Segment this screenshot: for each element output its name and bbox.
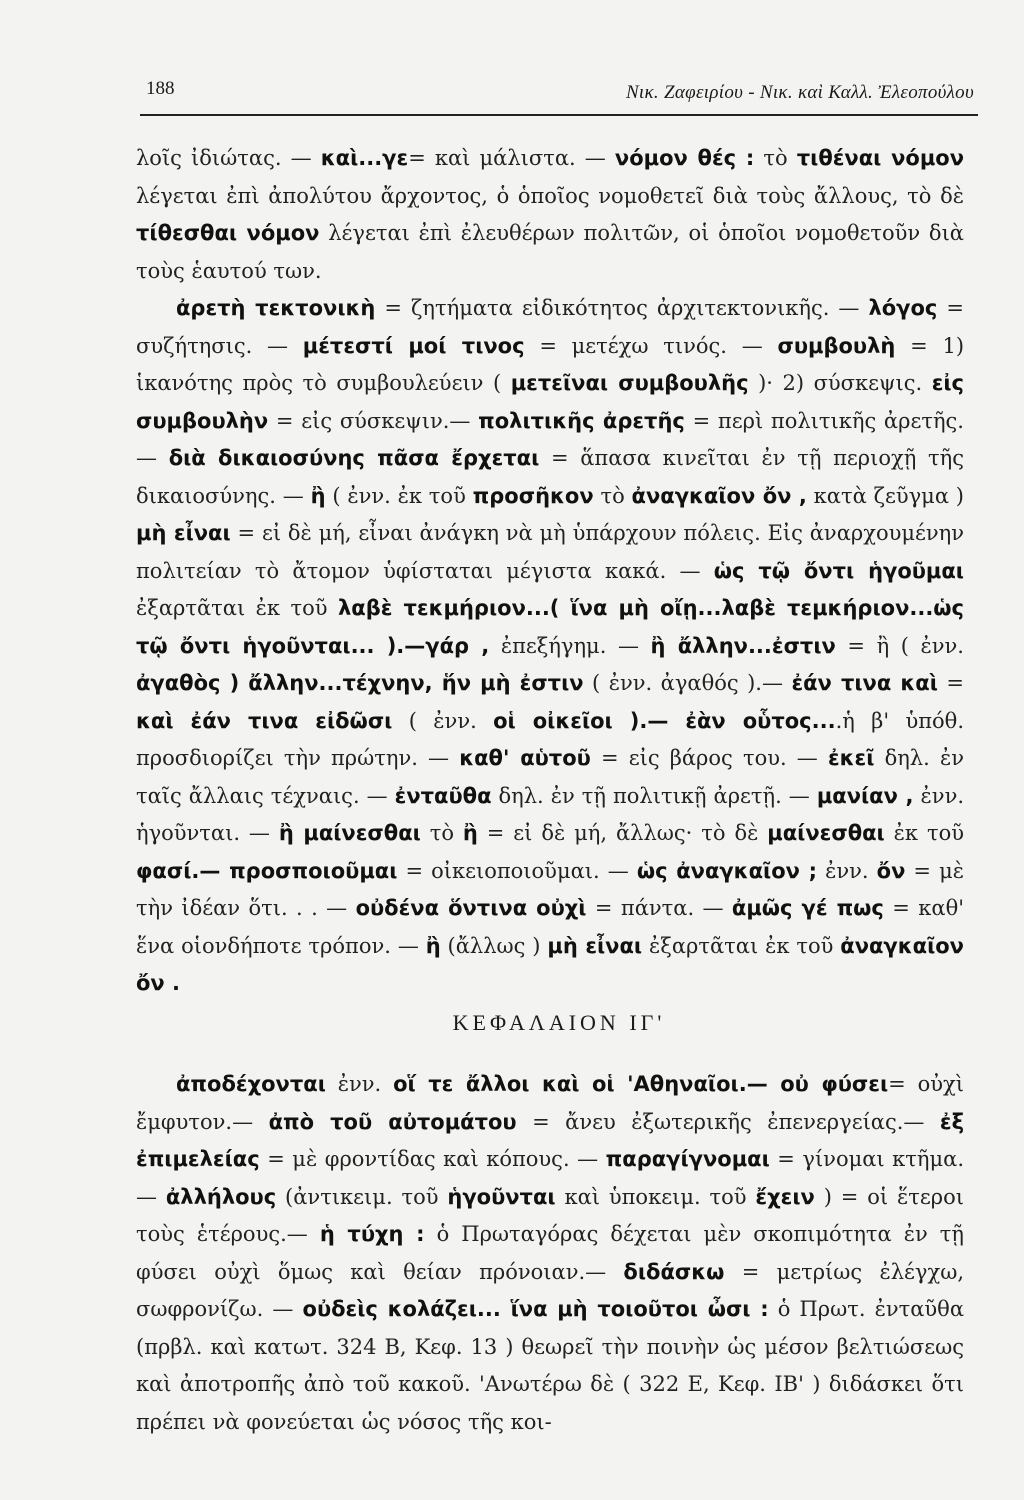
gloss-text: καὶ ὑποκειμ. τοῦ: [555, 1184, 756, 1209]
lemma-term: συμβουλὴ: [777, 333, 896, 358]
lemma-term: μέτεστί μοί τινος: [302, 333, 525, 358]
paragraph: [136, 290, 964, 1003]
gloss-text: ) = οἱ ἕτεροι τοὺς ἑτέρους.—: [136, 1184, 964, 1246]
gloss-text: ἐνν.: [325, 1072, 394, 1096]
gloss-text: (ἀντικειμ. τοῦ: [276, 1184, 448, 1209]
gloss-text: = μετρίως ἐλέγχω, σωφρονίζω. —: [136, 1259, 964, 1321]
lemma-term: τίθεσθαι νόμον: [136, 221, 320, 245]
commentary-section-1: [136, 140, 964, 1003]
gloss-text: κατὰ ζεῦγμα ): [806, 483, 964, 508]
lemma-term: ἢ ἄλλην...ἐστιν: [650, 633, 836, 658]
gloss-text: = περὶ πολιτικῆς ἀρετῆς. —: [136, 408, 964, 470]
gloss-text: = μετέχω τινός. —: [524, 333, 778, 358]
lemma-term: οὐδεὶς κολάζει... ἵνα μὴ τοιοῦτοι ὦσι :: [302, 1297, 769, 1321]
gloss-text: ὁ Πρωτ. ἐνταῦθα (πρβλ. καὶ κατωτ. 324 Β, Κεφ. 13 ) θεωρεῖ τὴν ποινὴν ὡς μέσον βελτιώσεως καὶ ἀποτροπῆς ἀπὸ τοῦ κακοῦ. 'Ανωτέρω δὲ ( 322 Ε, Κεφ. ΙΒ' ) διδάσκει ὅτι πρέπει νὰ φονεύεται ὡς νόσος τῆς κοι-: [136, 1297, 965, 1434]
commentary-section-2: [136, 1066, 964, 1441]
lemma-term: μαίνεσθαι: [767, 821, 885, 845]
gloss-text: = εἰς βάρος του. —: [590, 746, 828, 770]
lemma-term: ὡς ἀναγκαῖον ;: [636, 858, 818, 883]
gloss-text: = καθ' ἕνα οἱονδήποτε τρόπον. —: [136, 896, 964, 958]
lemma-term: ἀμῶς γέ πως: [731, 896, 884, 920]
gloss-text: ( ἐνν. ἐκ τοῦ: [325, 483, 473, 508]
gloss-text: = πάντα. —: [586, 896, 732, 920]
gloss-text: ἐνν. ἡγοῦνται. —: [136, 783, 965, 845]
lemma-term: οἵ τε ἄλλοι καὶ οἱ 'Αθηναῖοι.— οὐ φύσει: [393, 1072, 889, 1096]
chapter-title: ΚΕΦΑΛΑΙΟΝ ΙΓ': [452, 1010, 666, 1035]
lemma-term: μανίαν ,: [816, 783, 914, 808]
lemma-term: μὴ εἶναι: [136, 521, 231, 545]
lemma-term: ἀναγκαῖον ὄν .: [136, 933, 964, 995]
gloss-text: δηλ. ἐν ταῖς ἄλλαις τέχναις. —: [136, 746, 964, 808]
running-head: Νικ. Ζαφειρίου - Νικ. καὶ Καλλ. Ἐλεοπούλου: [625, 82, 974, 103]
gloss-text: = συζήτησις. —: [136, 296, 964, 358]
lemma-term: ἐκεῖ: [827, 746, 875, 770]
lemma-term: παραγίγνομαι: [605, 1147, 770, 1171]
gloss-text: δηλ. ἐν τῇ πολιτικῇ ἀρετῇ. —: [491, 783, 817, 808]
lemma-term: ἀπὸ τοῦ αὐτομάτου: [268, 1109, 517, 1134]
lemma-term: οἱ οἰκεῖοι ).— ἐὰν οὗτος...: [493, 708, 836, 733]
lemma-term: ἔχειν: [755, 1184, 815, 1209]
lemma-term: εἰς συμβουλὴν: [136, 371, 965, 433]
lemma-term: μὴ εἶναι: [547, 933, 643, 958]
gloss-text: = ἅπασα κινεῖται ἐν τῇ περιοχῇ τῆς δικαιοσύνης. —: [136, 446, 964, 508]
gloss-text: =: [937, 671, 964, 695]
gloss-text: = μὲ φροντίδας καὶ κόπους. —: [259, 1147, 606, 1171]
gloss-text: = ἄνευ ἐξωτερικῆς ἐπενεργείας.—: [516, 1109, 940, 1134]
lemma-term: ἢ: [462, 821, 478, 845]
lemma-term: ὄν: [876, 858, 906, 883]
lemma-term: οὐδένα ὅντινα οὐχὶ: [355, 896, 587, 920]
lemma-term: ἐάν τινα καὶ: [791, 671, 938, 695]
gloss-text: = 1) ἱκανότης πρὸς τὸ συμβουλεύειν (: [136, 333, 965, 395]
lemma-term: ἀλλήλους: [165, 1184, 277, 1209]
lemma-term: ἀποδέχονται: [176, 1072, 326, 1096]
lemma-term: καὶ...γε: [320, 146, 409, 170]
lemma-term: ἐνταῦθα: [394, 783, 492, 808]
lemma-term: λαβὲ τεκμήριον...( ἵνα μὴ οἴῃ...λαβὲ τεμκήριον...ὡς τῷ ὄντι ἡγοῦνται... ).—γάρ ,: [136, 596, 965, 658]
gloss-text: .ἡ β' ὑπόθ. προσδιορίζει τὴν πρώτην. —: [136, 708, 964, 770]
gloss-text: = εἰ δὲ μή, ἄλλως· τὸ δὲ: [477, 821, 768, 845]
lemma-term: τιθέναι νόμον: [796, 146, 964, 170]
lemma-term: ὡς τῷ ὄντι ἡγοῦμαι: [713, 558, 964, 583]
gloss-text: = καὶ μάλιστα. —: [408, 146, 615, 170]
lemma-term: ἢ: [310, 483, 326, 508]
lemma-term: προσῆκον: [472, 483, 594, 508]
gloss-text: λοῖς ἰδιώτας. —: [136, 146, 321, 170]
lemma-term: διδάσκω: [623, 1259, 725, 1284]
lemma-term: ἀναγκαῖον ὄν ,: [631, 483, 807, 508]
gloss-text: )· 2) σύσκεψις.: [748, 371, 932, 395]
gloss-text: λέγεται ἐπὶ ἀπολύτου ἄρχοντος, ὁ ὁποῖος νομοθετεῖ διὰ τοὺς ἄλλους, τὸ δὲ: [136, 183, 964, 208]
lemma-term: ἐξ ἐπιμελείας: [136, 1109, 965, 1171]
gloss-text: = ἢ ( ἐνν.: [835, 633, 964, 658]
gloss-text: ( ἐνν.: [392, 708, 494, 733]
gloss-text: = ζητήματα εἰδικότητος ἀρχιτεκτονικῆς. —: [375, 296, 869, 320]
lemma-term: φασί.— προσποιοῦμαι: [136, 858, 398, 883]
lemma-term: ἡ τύχη :: [319, 1222, 425, 1246]
lemma-term: λόγος: [868, 296, 938, 320]
lemma-term: διὰ δικαιοσύνης πᾶσα ἔρχεται: [168, 446, 540, 470]
gloss-text: = οἰκειοποιοῦμαι. —: [397, 858, 637, 883]
gloss-text: ἐξαρτᾶται ἐκ τοῦ: [642, 933, 841, 958]
gloss-text: ( ἐνν. ἀγαθός ).—: [583, 671, 792, 695]
gloss-text: τὸ: [420, 821, 463, 845]
lemma-term: ἢ: [425, 933, 441, 958]
gloss-text: = εἰς σύσκεψιν.—: [268, 408, 479, 433]
gloss-text: = γίνομαι κτῆμα. —: [136, 1147, 964, 1209]
gloss-text: = οὐχὶ ἔμφυτον.—: [136, 1072, 965, 1134]
gloss-text: ἐνν.: [817, 858, 877, 883]
gloss-text: τὸ: [593, 483, 632, 508]
lemma-term: καθ' αὑτοῦ: [459, 746, 591, 770]
page-header: [140, 74, 978, 116]
gloss-text: λέγεται ἐπὶ ἐλευθέρων πολιτῶν, οἱ ὁποῖοι νομοθετοῦν διὰ τοὺς ἑαυτού των.: [136, 221, 964, 283]
gloss-text: ἐπεξήγημ. —: [489, 633, 651, 658]
gloss-text: = μὲ τὴν ἰδέαν ὅτι. . . —: [136, 858, 965, 920]
lemma-term: καὶ ἐάν τινα εἰδῶσι: [136, 708, 393, 733]
lemma-term: ἢ μαίνεσθαι: [278, 821, 421, 845]
lemma-term: ἡγοῦνται: [447, 1184, 556, 1209]
gloss-text: (ἄλλως ): [440, 933, 548, 958]
lemma-term: νόμον θές :: [614, 146, 755, 170]
page-number: 188: [146, 78, 175, 99]
lemma-term: μετεῖναι συμβουλῆς: [510, 371, 749, 395]
gloss-text: ἐξαρτᾶται ἐκ τοῦ: [136, 596, 338, 620]
gloss-text: ἐκ τοῦ: [884, 821, 964, 845]
gloss-text: ὁ Πρωταγόρας δέχεται μὲν σκοπιμότητα ἐν τῇ φύσει οὐχὶ ὅμως καὶ θείαν πρόνοιαν.—: [136, 1222, 964, 1284]
lemma-term: ἀρετὴ τεκτονικὴ: [176, 296, 376, 320]
lemma-term: ἀγαθὸς ) ἄλλην...τέχνην, ἥν μὴ ἐστιν: [136, 671, 584, 695]
gloss-text: = εἰ δὲ μή, εἶναι ἀνάγκη νὰ μὴ ὑπάρχουν πόλεις. Εἰς ἀναρχουμένην πολιτείαν τὸ ἄτομον ὑφίσταται μέγιστα κακά. —: [136, 521, 964, 583]
paragraph: [136, 140, 964, 290]
gloss-text: τὸ: [754, 146, 797, 170]
paragraph: [136, 1066, 964, 1441]
lemma-term: πολιτικῆς ἀρετῆς: [478, 408, 685, 433]
